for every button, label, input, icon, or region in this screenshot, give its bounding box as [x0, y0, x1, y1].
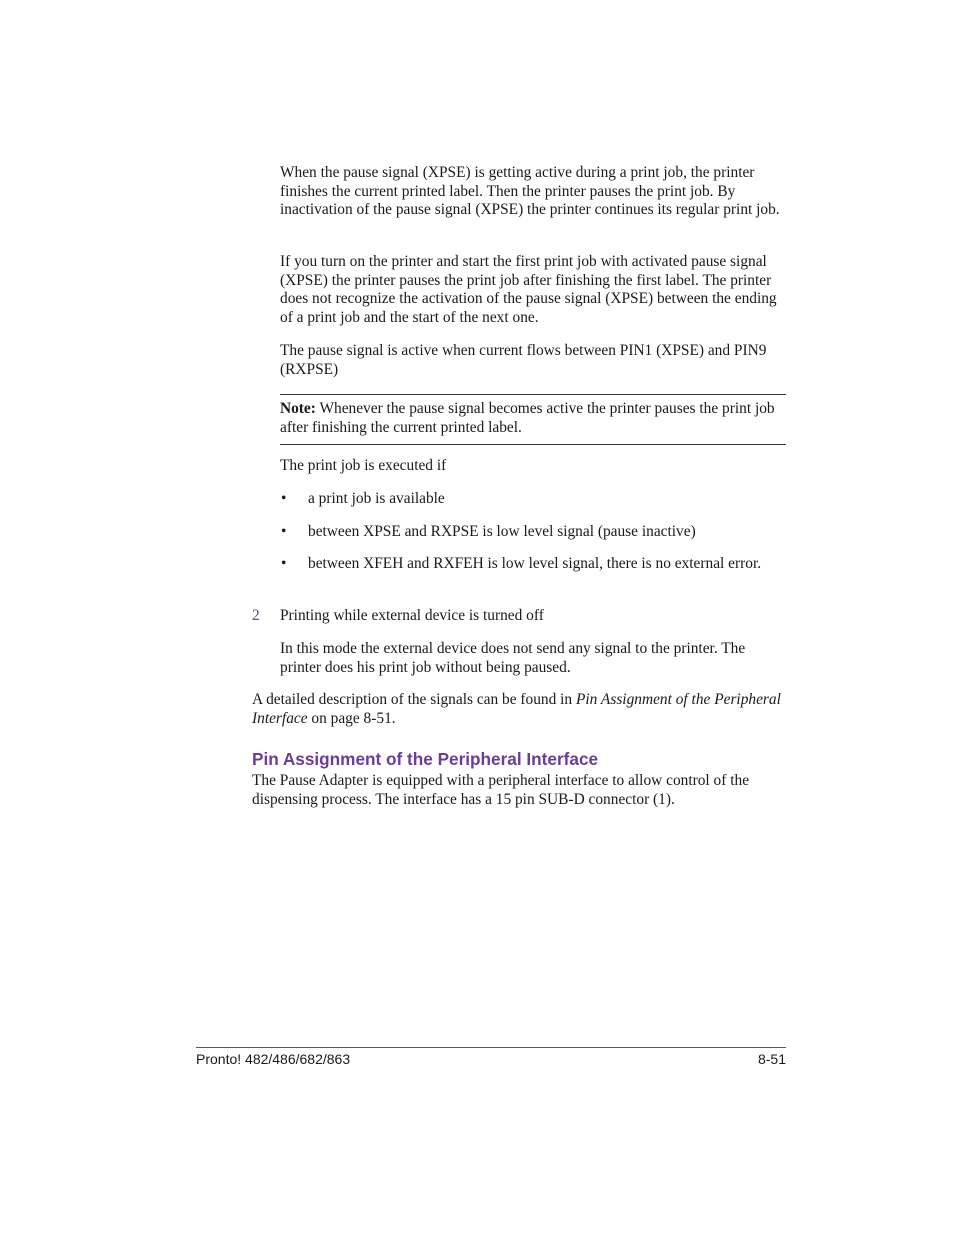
paragraph-pause-signal-pins: The pause signal is active when current flows between PIN1 (XPSE) and PIN9 (RXPSE) — [280, 342, 767, 378]
paragraph-turn-on-printer: If you turn on the printer and start the first print job with activated pause signal (XPSE) the printer pauses the print job after finishing the first label. The printer does not recognize the activation of the pause signal (XPSE) between the ending of a print job and the start of the next one. — [280, 253, 777, 326]
note-top-rule — [280, 394, 786, 395]
paragraph-reference — [252, 691, 786, 728]
note-label: Note: — [280, 400, 316, 417]
paragraph-mode-description: In this mode the external device does not send any signal to the printer. The printer does his print job without being paused. — [280, 640, 746, 676]
bullet-marker: • — [281, 523, 287, 540]
numbered-item-number: 2 — [252, 607, 260, 624]
bullet-marker: • — [281, 490, 287, 507]
footer-rule — [196, 1047, 786, 1048]
section-body: The Pause Adapter is equipped with a peripheral interface to allow control of the dispensing process. The interface has a 15 pin SUB-D connector (1). — [252, 772, 750, 808]
bullet-marker: • — [281, 555, 287, 572]
reference-link[interactable]: Pin Assignment of the Peripheral Interface — [252, 691, 781, 727]
bullet-item: a print job is available — [308, 490, 445, 507]
bullet-item: between XPSE and RXPSE is low level signal (pause inactive) — [308, 523, 696, 540]
note-text: Whenever the pause signal becomes active the printer pauses the print job after finishing the current printed label. — [280, 400, 775, 436]
section-heading: Pin Assignment of the Peripheral Interface — [252, 749, 599, 769]
bullet-item: between XFEH and RXFEH is low level signal, there is no external error. — [308, 555, 762, 572]
paragraph-executed-if: The print job is executed if — [280, 457, 447, 474]
reference-after: on page 8-51. — [307, 709, 396, 727]
note-block — [280, 400, 786, 437]
footer-page-number: 8-51 — [757, 1051, 786, 1067]
footer-product: Pronto! 482/486/682/863 — [196, 1051, 351, 1067]
paragraph-pause-signal-active: When the pause signal (XPSE) is getting active during a print job, the printer finishes the current printed label. Then the printer pauses the print job. By inactivation of the pause signal (XPSE) the printer continues its regular print job. — [280, 164, 780, 219]
reference-before: A detailed description of the signals can be found in — [252, 691, 576, 708]
note-bottom-rule — [280, 444, 786, 445]
numbered-item-text: Printing while external device is turned off — [280, 607, 544, 624]
